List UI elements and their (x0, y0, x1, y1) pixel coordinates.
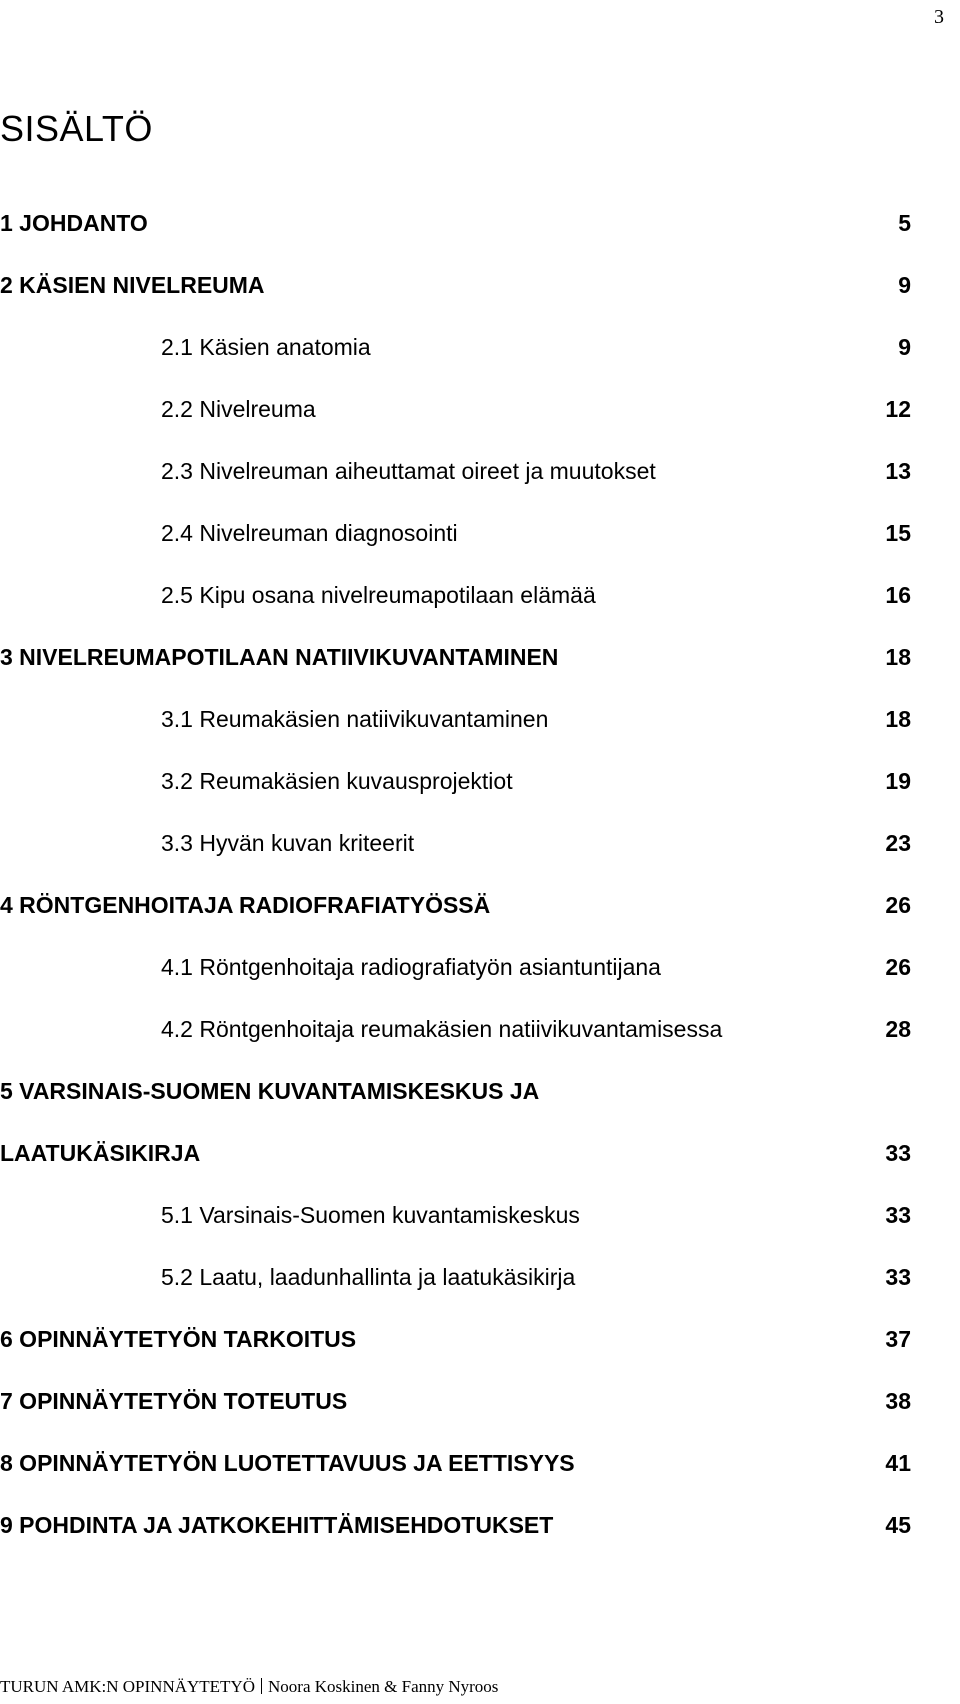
toc-entry-title: 7 OPINNÄYTETYÖN TOTEUTUS (0, 1388, 348, 1414)
toc-entry (0, 391, 960, 453)
toc-entry (0, 949, 960, 1011)
toc-entry-title: 8 OPINNÄYTETYÖN LUOTETTAVUUS JA EETTISYYS (0, 1450, 575, 1476)
toc-entry (0, 1445, 960, 1507)
toc-entry (0, 1507, 960, 1569)
toc-entry-page-number: 16 (885, 582, 911, 608)
toc-entry-title: 2.3 Nivelreuman aiheuttamat oireet ja muutokset (161, 458, 656, 484)
toc-entry-title: 4.2 Röntgenhoitaja reumakäsien natiivikuvantamisessa (161, 1016, 723, 1042)
toc-entry-page-number: 33 (885, 1140, 911, 1166)
toc-entry-page-number: 12 (885, 396, 911, 422)
toc-entry (0, 1197, 960, 1259)
toc-entry-page-number: 41 (885, 1450, 911, 1476)
toc-entry-page-number: 45 (885, 1512, 911, 1538)
toc-entry (0, 515, 960, 577)
toc-entry-title: 2.5 Kipu osana nivelreumapotilaan elämää (161, 582, 596, 608)
footer-separator (261, 1678, 262, 1694)
table-of-contents (0, 205, 960, 1569)
toc-entry-page-number: 5 (898, 210, 911, 236)
toc-entry-page-number: 13 (885, 458, 911, 484)
toc-entry-title: 5.2 Laatu, laadunhallinta ja laatukäsikirja (161, 1264, 576, 1290)
toc-entry (0, 453, 960, 515)
page-title: SISÄLTÖ (0, 108, 153, 149)
page-footer (0, 1676, 498, 1698)
toc-entry (0, 1011, 960, 1073)
toc-entry (0, 1259, 960, 1321)
toc-entry (0, 639, 960, 701)
toc-entry-page-number: 38 (885, 1388, 911, 1414)
toc-entry-title: 2.1 Käsien anatomia (161, 334, 371, 360)
toc-entry (0, 825, 960, 887)
toc-entry-page-number: 18 (885, 644, 911, 670)
toc-entry-title: 4 RÖNTGENHOITAJA RADIOFRAFIATYÖSSÄ (0, 892, 491, 918)
toc-entry (0, 887, 960, 949)
toc-entry-title: 9 POHDINTA JA JATKOKEHITTÄMISEHDOTUKSET (0, 1512, 554, 1538)
toc-entry-title: 3.2 Reumakäsien kuvausprojektiot (161, 768, 513, 794)
toc-entry-title: 2.2 Nivelreuma (161, 396, 316, 422)
toc-entry (0, 701, 960, 763)
toc-entry-title: 1 JOHDANTO (0, 210, 148, 236)
toc-entry-page-number: 18 (885, 706, 911, 732)
toc-entry-title: 5 VARSINAIS-SUOMEN KUVANTAMISKESKUS JA (0, 1078, 540, 1104)
toc-entry-title: 5.1 Varsinais-Suomen kuvantamiskeskus (161, 1202, 580, 1228)
footer-authors: Noora Koskinen & Fanny Nyroos (268, 1677, 499, 1696)
toc-entry (0, 763, 960, 825)
toc-entry-page-number: 33 (885, 1264, 911, 1290)
toc-entry-page-number: 19 (885, 768, 911, 794)
toc-entry-page-number: 33 (885, 1202, 911, 1228)
toc-entry-page-number: 37 (885, 1326, 911, 1352)
toc-entry-page-number: 26 (885, 892, 911, 918)
toc-entry-title: 3 NIVELREUMAPOTILAAN NATIIVIKUVANTAMINEN (0, 644, 559, 670)
toc-entry-page-number: 26 (885, 954, 911, 980)
toc-entry-page-number: 23 (885, 830, 911, 856)
toc-entry-page-number: 15 (885, 520, 911, 546)
toc-entry-title: 2 KÄSIEN NIVELREUMA (0, 272, 265, 298)
toc-entry-title: 3.1 Reumakäsien natiivikuvantaminen (161, 706, 549, 732)
toc-entry-title: LAATUKÄSIKIRJA (0, 1140, 201, 1166)
page-number: 3 (934, 6, 944, 28)
toc-entry-title: 2.4 Nivelreuman diagnosointi (161, 520, 458, 546)
toc-entry (0, 1135, 960, 1197)
toc-entry-page-number: 9 (898, 272, 911, 298)
toc-entry-title: 3.3 Hyvän kuvan kriteerit (161, 830, 415, 856)
toc-entry (0, 205, 960, 267)
toc-entry (0, 1073, 960, 1135)
toc-entry (0, 329, 960, 391)
toc-entry-title: 6 OPINNÄYTETYÖN TARKOITUS (0, 1326, 357, 1352)
toc-entry-title: 4.1 Röntgenhoitaja radiografiatyön asiantuntijana (161, 954, 661, 980)
toc-entry-page-number: 9 (898, 334, 911, 360)
toc-entry (0, 1321, 960, 1383)
footer-thesis-label: TURUN AMK:N OPINNÄYTETYÖ (0, 1677, 255, 1696)
toc-entry (0, 577, 960, 639)
toc-entry-page-number: 28 (885, 1016, 911, 1042)
toc-entry (0, 1383, 960, 1445)
toc-entry (0, 267, 960, 329)
